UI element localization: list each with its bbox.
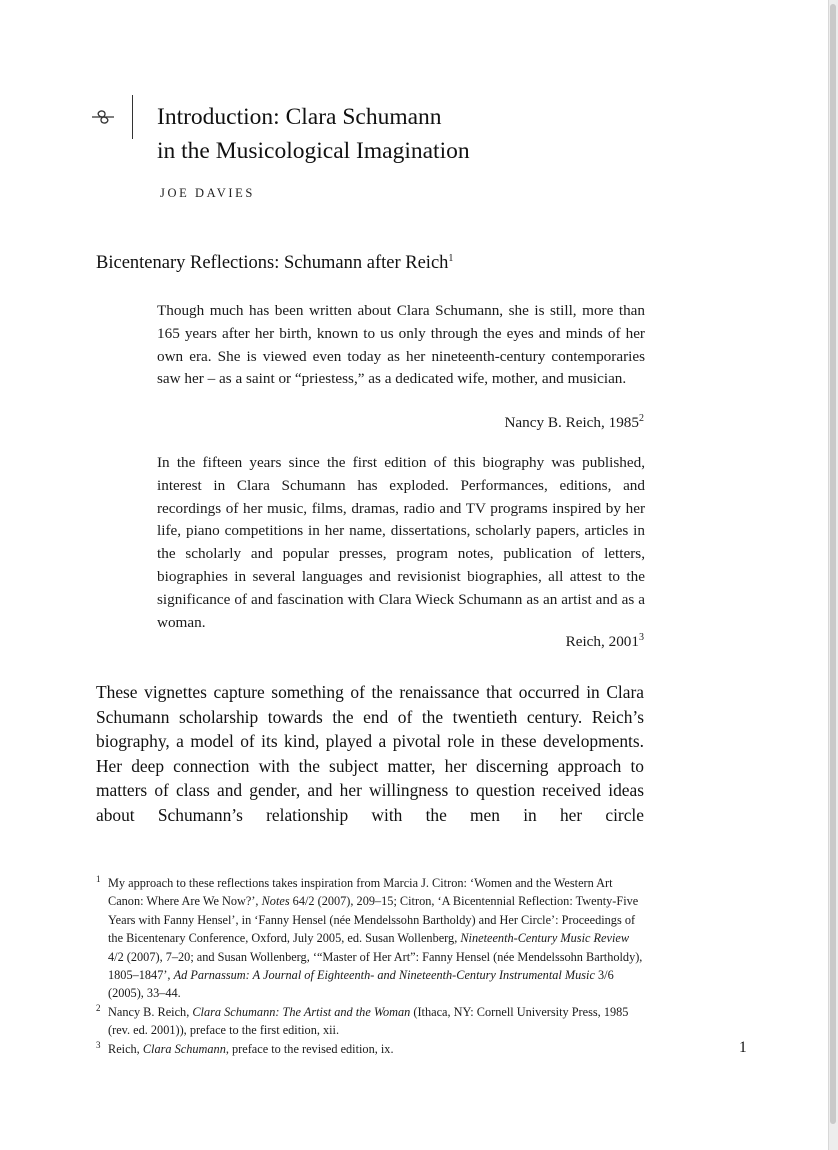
epigraph-attribution-2	[566, 633, 644, 651]
footnote-2	[96, 1003, 644, 1040]
footnote-italic: Nineteenth-Century Music Review	[460, 931, 630, 946]
footnote-italic: Clara Schumann	[142, 1041, 226, 1056]
page-number: 1	[739, 1039, 747, 1056]
footnote-ref-3[interactable]: 3	[639, 631, 644, 643]
footnote-3	[96, 1040, 644, 1058]
footnote-text: , preface to the revised edition, ix.	[225, 1041, 394, 1056]
vertical-scrollbar[interactable]	[828, 0, 838, 1150]
author-name: JOE DAVIES	[160, 186, 255, 200]
footnote-text: 64/2 (2007), 209–15; Citron, ‘A Bicentennial Reflection: Twenty-Five Years with Fanny Hensel’, in ‘Fanny Hensel (née Mendelssohn Bartholdy) and Her Circle’: Proceedings of the Bicentenary Conference, Oxford, July 2005, ed. Susan Wollenberg,	[108, 894, 639, 946]
footnote-text: 3/6 (2005), 33–44.	[108, 968, 614, 1001]
title-divider	[132, 95, 133, 139]
chapter-title-line-2: in the Musicological Imagination	[157, 138, 470, 164]
footnote-ref-2[interactable]: 2	[639, 412, 644, 424]
footnote-italic: Notes	[261, 894, 290, 909]
epigraph-quote-1: Though much has been written about Clara Schumann, she is still, more than 165 years after her birth, known to us only through the eyes and minds of her own era. She is viewed even today as her nineteenth-century contemporaries saw her – as a saint or “priestess,” as a dedicated wife, mother, and musician.	[157, 302, 645, 388]
footnotes	[96, 874, 644, 1058]
fleuron-ornament-icon	[90, 108, 116, 126]
footnote-text: Nancy B. Reich,	[108, 1004, 193, 1019]
section-heading-text: Bicentenary Reflections: Schumann after Reich	[96, 253, 449, 273]
scrollbar-thumb[interactable]	[830, 4, 836, 1124]
attribution-text: Nancy B. Reich, 1985	[504, 414, 639, 431]
footnote-ref-1[interactable]: 1	[448, 252, 454, 264]
footnote-number: 1	[96, 874, 101, 884]
chapter-title-line-1: Introduction: Clara Schumann	[157, 104, 442, 130]
footnote-number: 3	[96, 1039, 101, 1050]
epigraph-quote-2: In the fifteen years since the first edition of this biography was published, interest in Clara Schumann has exploded. Performances, editions, and recordings of her music, films, dramas, radio and TV programs inspired by her life, piano competitions in her name, dissertations, scholarly papers, articles in the scholarly and popular presses, program notes, publication of letters, biographies in several languages and revisionist biographies, all attest to the significance of and fascination with Clara Wieck Schumann as an artist and as a woman.	[157, 454, 645, 631]
footnote-italic: Ad Parnassum: A Journal of Eighteenth- and Nineteenth-Century Instrumental Music	[173, 968, 595, 983]
body-paragraph: These vignettes capture something of the renaissance that occurred in Clara Schumann scholarship towards the end of the twentieth century. Reich’s biography, a model of its kind, played a pivotal role in these developments. Her deep connection with the subject matter, her discerning approach to matters of class and gender, and her willingness to question received ideas about Schumann’s relationship with the men in her circle	[96, 682, 644, 825]
footnote-italic: Clara Schumann: The Artist and the Woman	[192, 1004, 411, 1019]
footnote-text: 4/2 (2007), 7–20; and Susan Wollenberg, ‘“Master of Her Art”: Fanny Hensel (née Mendelssohn Bartholdy), 1805–1847’,	[108, 949, 643, 983]
footnote-number: 2	[96, 1002, 101, 1013]
footnote-text: My approach to these reflections takes inspiration from Marcia J. Citron: ‘Women and the Western Art Canon: Where Are We Now?’,	[108, 876, 613, 909]
footnote-1	[96, 874, 644, 1003]
footnote-text: (Ithaca, NY: Cornell University Press, 1985 (rev. ed. 2001)), preface to the first edition, xii.	[108, 1004, 629, 1038]
attribution-text: Reich, 2001	[565, 633, 639, 650]
chapter-title	[157, 100, 470, 168]
section-heading	[96, 253, 453, 274]
footnote-text: Reich,	[108, 1041, 143, 1056]
epigraph-attribution-1	[504, 414, 644, 432]
